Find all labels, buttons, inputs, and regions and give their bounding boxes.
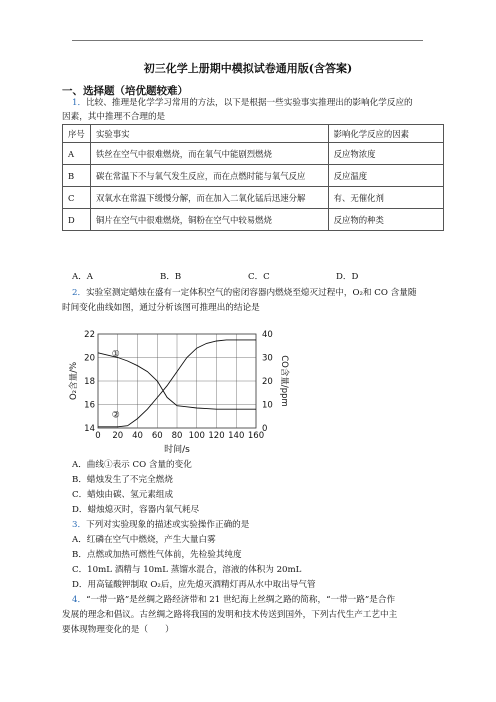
- table-header-row: [63, 125, 444, 143]
- curve-label-1: ①: [111, 349, 120, 360]
- table-cell: B: [63, 165, 91, 187]
- q4-stem-1: “一带一路”是丝绸之路经济带和 21 世纪海上丝绸之路的简称，“一带一路”是合作: [86, 595, 396, 605]
- x-axis-label: 时间/s: [164, 445, 190, 455]
- q2-line1: [72, 286, 416, 300]
- q3-number: 3．: [72, 520, 87, 530]
- q4-line1: [72, 593, 395, 607]
- y-left-tick-label: 18: [84, 377, 95, 387]
- table-cell: 反应物的种类: [328, 209, 443, 231]
- q1-options: [72, 270, 372, 284]
- q1-stem-2: 因素，其中推理不合理的是: [62, 112, 166, 122]
- q1-table: [62, 124, 444, 231]
- table-row: [63, 143, 444, 165]
- x-tick-label: 120: [208, 431, 225, 441]
- table-cell: 铁丝在空气中很难燃烧，而在氧气中能剧烈燃烧: [90, 143, 328, 165]
- table-row: [63, 187, 444, 209]
- y-right-tick-label: 0: [262, 424, 268, 434]
- header-cell: 影响化学反应的因素: [328, 125, 443, 143]
- table-cell: 双氧水在常温下缓慢分解，而在加入二氧化锰后迅速分解: [90, 187, 328, 209]
- y-left-tick-label: 22: [84, 330, 95, 340]
- q2-stem-2: 时间变化曲线如图，通过分析该图可推理出的结论是: [62, 303, 260, 313]
- q3-line: [72, 518, 249, 532]
- q1-line1: [72, 96, 413, 110]
- q3-option-c[interactable]: C．10mL 酒精与 10mL 蒸馏水混合，溶液的体积为 20mL: [72, 565, 302, 575]
- y-right-tick-label: 40: [262, 330, 273, 340]
- x-tick-label: 140: [228, 431, 245, 441]
- q1-option-d[interactable]: D．D: [336, 272, 359, 282]
- y-left-tick-label: 20: [84, 353, 95, 364]
- y-left-tick-label: 14: [84, 424, 95, 434]
- q3-option-b[interactable]: B．点燃或加热可燃性气体前，先检验其纯度: [72, 550, 242, 560]
- x-tick-label: 60: [151, 431, 163, 441]
- table-cell: C: [63, 187, 91, 209]
- q3-stem: 下列对实验现象的描述或实验操作正确的是: [86, 520, 250, 530]
- curve-label-2: ②: [111, 410, 120, 421]
- y-right-tick-label: 30: [262, 353, 273, 364]
- o2-co-chart: [60, 322, 310, 462]
- x-tick-label: 160: [247, 431, 265, 441]
- x-tick-label: 100: [188, 431, 205, 441]
- header-cell: 实验事实: [90, 125, 328, 143]
- y-right-tick-label: 10: [262, 400, 273, 411]
- x-tick-label: 40: [132, 431, 143, 441]
- table-row: [63, 165, 444, 187]
- q1-option-a[interactable]: A．A: [72, 272, 94, 282]
- table-cell: A: [63, 143, 91, 165]
- x-tick-label: 20: [112, 431, 124, 441]
- q4-stem-2: 发展的理念和倡议。古丝绸之路将我国的发明和技术传送到国外，下列古代生产工艺中主: [62, 610, 398, 620]
- page-title: 初三化学上册期中模拟试卷通用版(含答案): [143, 62, 353, 75]
- table-cell: D: [63, 209, 91, 231]
- section-heading: 一、选择题（培优题较难）: [62, 85, 188, 97]
- q4-stem-3: 要体现物理变化的是（ ）: [62, 625, 174, 635]
- q2-option-d[interactable]: D．蜡烛熄灭时，容器内氧气耗尽: [72, 505, 200, 515]
- y-left-tick-label: 16: [84, 400, 95, 411]
- table-cell: 有、无催化剂: [328, 187, 443, 209]
- y-right-tick-label: 20: [262, 377, 273, 387]
- q1-stem-1: 比较、推理是化学学习常用的方法，以下是根据一些实验事实推理出的影响化学反应的: [86, 98, 413, 108]
- q3-option-a[interactable]: A．红磷在空气中燃烧，产生大量白雾: [72, 535, 216, 545]
- q2-option-c[interactable]: C．蜡烛由碳、氢元素组成: [72, 490, 174, 500]
- q1-option-c[interactable]: C．C: [248, 272, 270, 282]
- table-cell: 铜片在空气中很难燃烧，铜粉在空气中较易燃烧: [90, 209, 328, 231]
- y-left-axis-label: O₂含量/%: [69, 361, 79, 401]
- header-rule: [72, 40, 423, 41]
- q2-stem-1: 实验室测定蜡烛在盛有一定体积空气的密闭容器内燃烧至熄灭过程中，O₂和 CO 含量随: [86, 288, 417, 298]
- header-cell: 序号: [63, 125, 91, 143]
- table-cell: 反应温度: [328, 165, 443, 187]
- q2-option-a[interactable]: A．曲线①表示 CO 含量的变化: [72, 460, 192, 470]
- q4-number: 4．: [72, 595, 87, 605]
- x-tick-label: 0: [95, 431, 101, 441]
- q1-number: 1．: [72, 98, 87, 108]
- q1-option-b[interactable]: B．B: [160, 272, 182, 282]
- q3-option-d[interactable]: D．用高锰酸钾制取 O₂后，应先熄灭酒精灯再从水中取出导气管: [72, 580, 316, 590]
- q2-number: 2．: [72, 288, 87, 298]
- table-row: [63, 209, 444, 231]
- table-cell: 碳在常温下不与氧气发生反应，而在点燃时能与氧气反应: [90, 165, 328, 187]
- x-tick-label: 80: [171, 431, 183, 441]
- q2-option-b[interactable]: B．蜡烛发生了不完全燃烧: [72, 475, 173, 485]
- y-right-axis-label: CO含量/ppm: [279, 355, 289, 407]
- table-cell: 反应物浓度: [328, 143, 443, 165]
